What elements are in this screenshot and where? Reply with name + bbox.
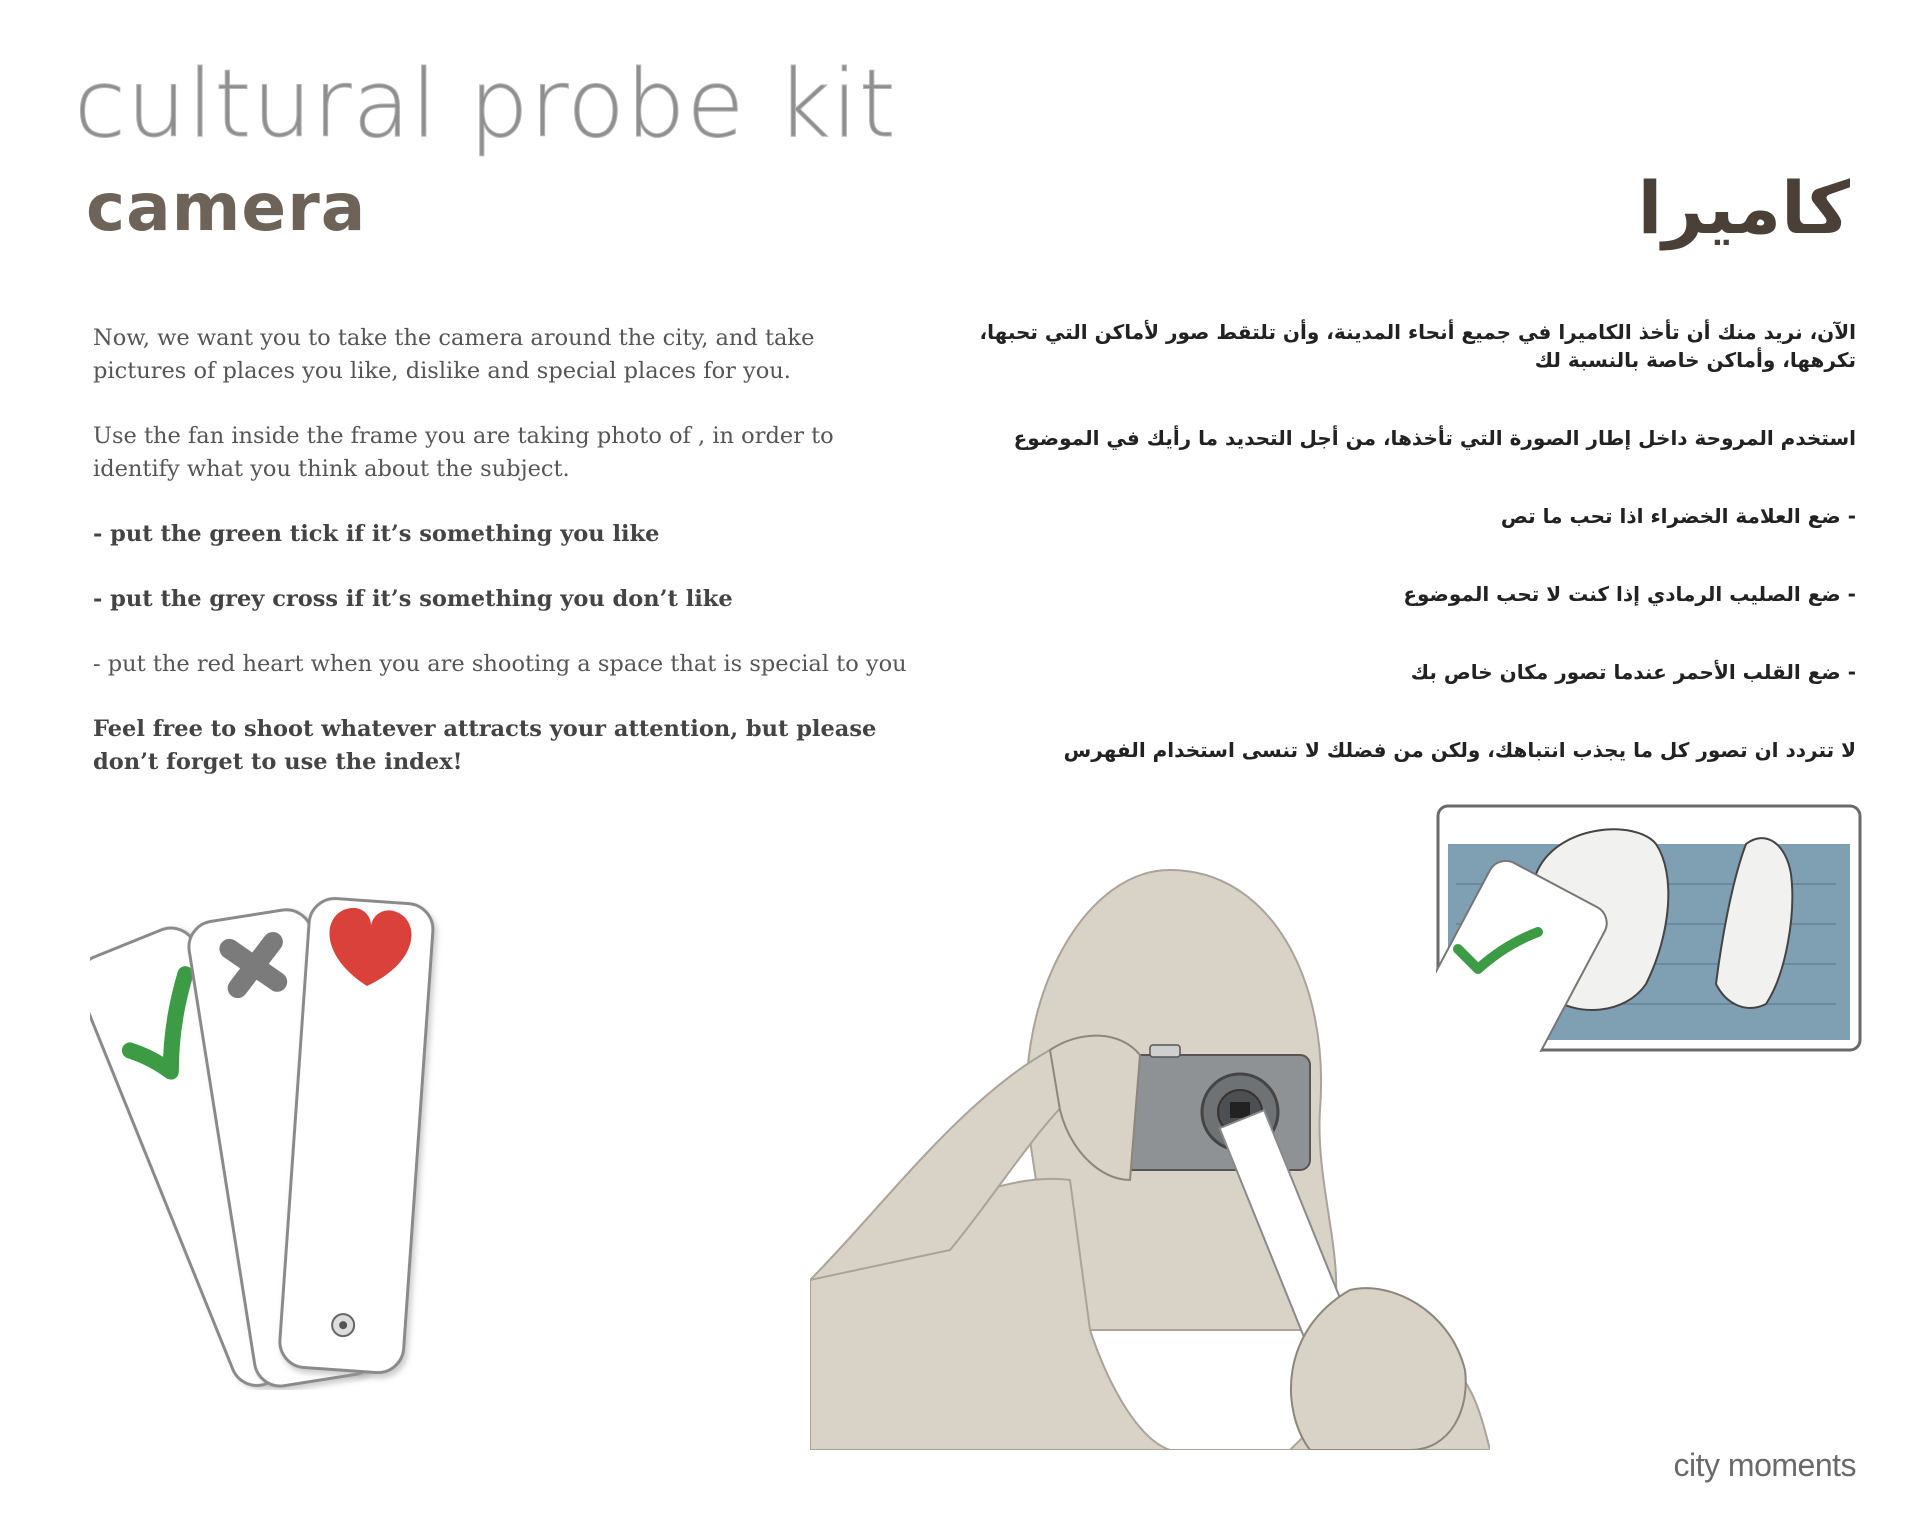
cross-instruction: - put the grey cross if it’s something you don’t like <box>93 586 733 612</box>
brand-footer: city moments <box>1673 1447 1856 1483</box>
example-photo-frame <box>1436 804 1862 1052</box>
intro-paragraph-ar: الآن، نريد منك أن تأخذ الكاميرا في جميع أنحاء المدينة، وأن تلتقط صور لأماكن التي تحبها، تكرهها، وأماكن خاصة بالنسبة لك <box>979 320 1856 372</box>
page-title-arabic: كاميرا <box>1637 166 1850 250</box>
tick-instruction-ar: - ضع العلامة الخضراء اذا تحب ما تص <box>1500 504 1856 528</box>
cross-instruction-ar: - ضع الصليب الرمادي إذا كنت لا تحب الموضوع <box>1403 582 1856 606</box>
closing-paragraph <box>93 713 913 779</box>
fan-cards-illustration <box>90 850 520 1390</box>
arabic-instructions <box>916 318 1856 814</box>
heart-instruction: - put the red heart when you are shooting a space that is special to you <box>93 651 907 677</box>
page-title: cultural probe kit <box>74 50 897 159</box>
closing-text: Feel free to shoot whatever attracts your attention, but please don’t forget to use the index! <box>93 716 877 775</box>
intro-paragraph: Now, we want you to take the camera around the city, and take pictures of places you like, dislike and special places for you. <box>93 325 815 384</box>
person-with-camera-illustration <box>810 850 1490 1450</box>
english-instructions <box>93 322 913 811</box>
page-subtitle: camera <box>86 169 367 246</box>
tick-instruction: - put the green tick if it’s something you like <box>93 521 660 547</box>
closing-paragraph-ar: لا تتردد ان تصور كل ما يجذب انتباهك، ولكن من فضلك لا تنسى استخدام الفهرس <box>1063 738 1856 762</box>
fan-paragraph-ar: استخدم المروحة داخل إطار الصورة التي تأخذها، من أجل التحديد ما رأيك في الموضوع <box>1013 426 1856 450</box>
heart-instruction-ar: - ضع القلب الأحمر عندما تصور مكان خاص بك <box>1410 660 1856 684</box>
fan-paragraph: Use the fan inside the frame you are taking photo of , in order to identify what you think about the subject. <box>93 423 834 482</box>
